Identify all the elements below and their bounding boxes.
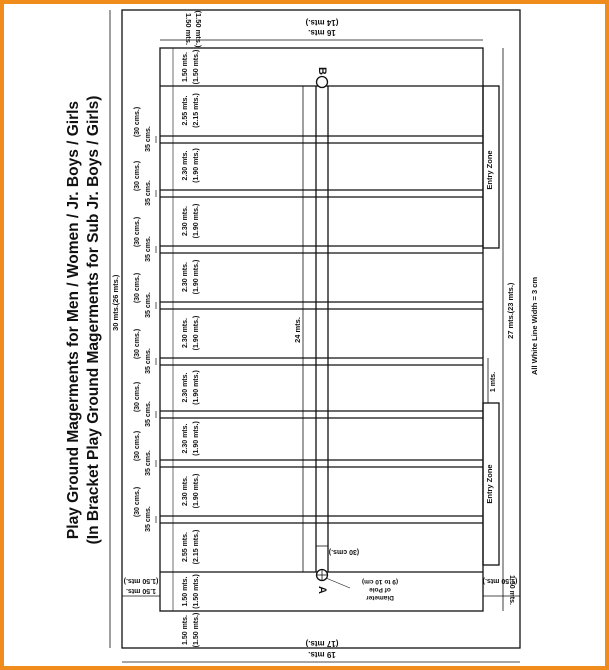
cross-lane-label-sub: (30 cms.) — [134, 160, 141, 192]
segment-label: 2.30 mts. — [182, 262, 189, 292]
cross-lane-label-sub: (30 cms.) — [134, 430, 141, 462]
segment-label-sub: (1.90 mts.) — [193, 203, 200, 239]
field-length-label: 16 mts. — [308, 28, 336, 37]
cross-lane-label-sub: (30 cms.) — [134, 328, 141, 360]
cross-lane-label: 35 cms. — [145, 126, 152, 152]
cross-lane-label-sub: (30 cms.) — [134, 216, 141, 248]
pole-b-label: B — [316, 67, 328, 75]
segment-label-sub: (2.15 mts.) — [193, 93, 200, 128]
segment-label: 2.30 mts. — [182, 206, 189, 236]
left-margin-label: 1.50 mts. — [126, 587, 156, 594]
cross-lane-label: 35 cms. — [145, 450, 152, 476]
cross-lane-label: 35 cms. — [145, 236, 152, 262]
total-length-label-sub: (17 mts.) — [305, 639, 339, 648]
center-lane-length-label: 24 mts. — [293, 317, 302, 343]
total-width-label: 30 mts. — [111, 305, 120, 331]
field-width-label-sub: (23 mts.) — [506, 282, 515, 314]
pole-a-label: A — [316, 586, 328, 594]
segment-label: 2.30 mts. — [182, 150, 189, 181]
segment-label: 2.55 mts. — [182, 95, 189, 126]
segment-label: 2.55 mts. — [182, 532, 189, 562]
line-width-note: All White Line Width = 3 cm — [530, 276, 539, 376]
total-length-label: 19 mts. — [308, 650, 336, 659]
cross-lane-label: 35 cms. — [145, 348, 152, 374]
title-line-2: (In Bracket Play Ground Magerments for Sub Jr. Boys / Girls) — [85, 95, 102, 545]
segment-label: 1.50 mts. — [182, 576, 189, 607]
segment-label-sub: (1.90 mts.) — [193, 370, 200, 405]
segment-label: 1.50 mts. — [182, 52, 189, 82]
cross-lane-label-sub: (30 cms.) — [134, 272, 141, 304]
top-margin-label: 1.50 mts. — [184, 12, 193, 46]
cross-lane-label: 35 cms. — [145, 506, 152, 532]
segment-label-sub: (1.90 mts.) — [193, 148, 200, 183]
cross-lane-label: 35 cms. — [145, 180, 152, 206]
top-margin-label-sub: (1.50 mts.) — [194, 10, 203, 48]
segment-label-sub: (1.90 mts.) — [193, 315, 200, 351]
total-width-label-sub: (26 mts.) — [111, 274, 120, 306]
playing-field — [160, 48, 483, 611]
segment-label-sub: (2.15 mts.) — [193, 529, 200, 565]
cross-lane-label-sub: (30 cms.) — [134, 106, 141, 138]
cross-lane-label-sub: (30 cms.) — [134, 381, 141, 413]
title-line-1: Play Ground Magerments for Men / Women / Jr. Boys / Girls — [65, 100, 82, 540]
entry-zone-bottom-label: Entry Zone — [485, 464, 494, 504]
cross-lane-label-sub: (30 cms.) — [134, 486, 141, 518]
segment-label-sub: (1.90 mts.) — [193, 259, 200, 295]
center-lane-width-label: (30 cms.) — [328, 548, 360, 555]
segment-label: 2.30 mts. — [182, 318, 189, 348]
segment-label: 2.30 mts. — [182, 372, 189, 403]
segment-label-sub: (1.50 mts.) — [193, 49, 200, 85]
pole-note-line-2: of Pole — [369, 586, 391, 593]
right-margin-label-sub: (1.50 mts.) — [482, 577, 518, 584]
field-length-label-sub: (14 mts.) — [305, 18, 339, 27]
segment-label-sub: (1.50 mts.) — [193, 612, 200, 648]
segment-label-sub: (1.90 mts.) — [193, 421, 200, 456]
cross-lane-label: 35 cms. — [145, 401, 152, 427]
entry-zone-top-label: Entry Zone — [485, 150, 494, 190]
left-margin-label-sub: (1.50 mts.) — [123, 577, 159, 584]
field-lines — [134, 48, 483, 647]
pole-note-line-3: (9 to 10 cm) — [361, 578, 399, 585]
segment-label: 1.50 mts. — [182, 615, 189, 645]
pole-note-leader — [326, 578, 350, 588]
segment-label: 2.30 mts. — [182, 476, 189, 506]
pole-note-line-1: Diameter — [366, 594, 394, 601]
segment-label-sub: (1.90 mts.) — [193, 473, 200, 509]
segment-label-sub: (1.50 mts.) — [193, 574, 200, 609]
entry-gap-label: 1 mts. — [490, 371, 497, 393]
right-margin-label: 1.50 mts. — [508, 575, 515, 605]
pole-b — [317, 77, 328, 88]
field-width-label: 27 mts. — [506, 313, 515, 339]
segment-label: 2.30 mts. — [182, 423, 189, 454]
cross-lane-label: 35 cms. — [145, 292, 152, 318]
